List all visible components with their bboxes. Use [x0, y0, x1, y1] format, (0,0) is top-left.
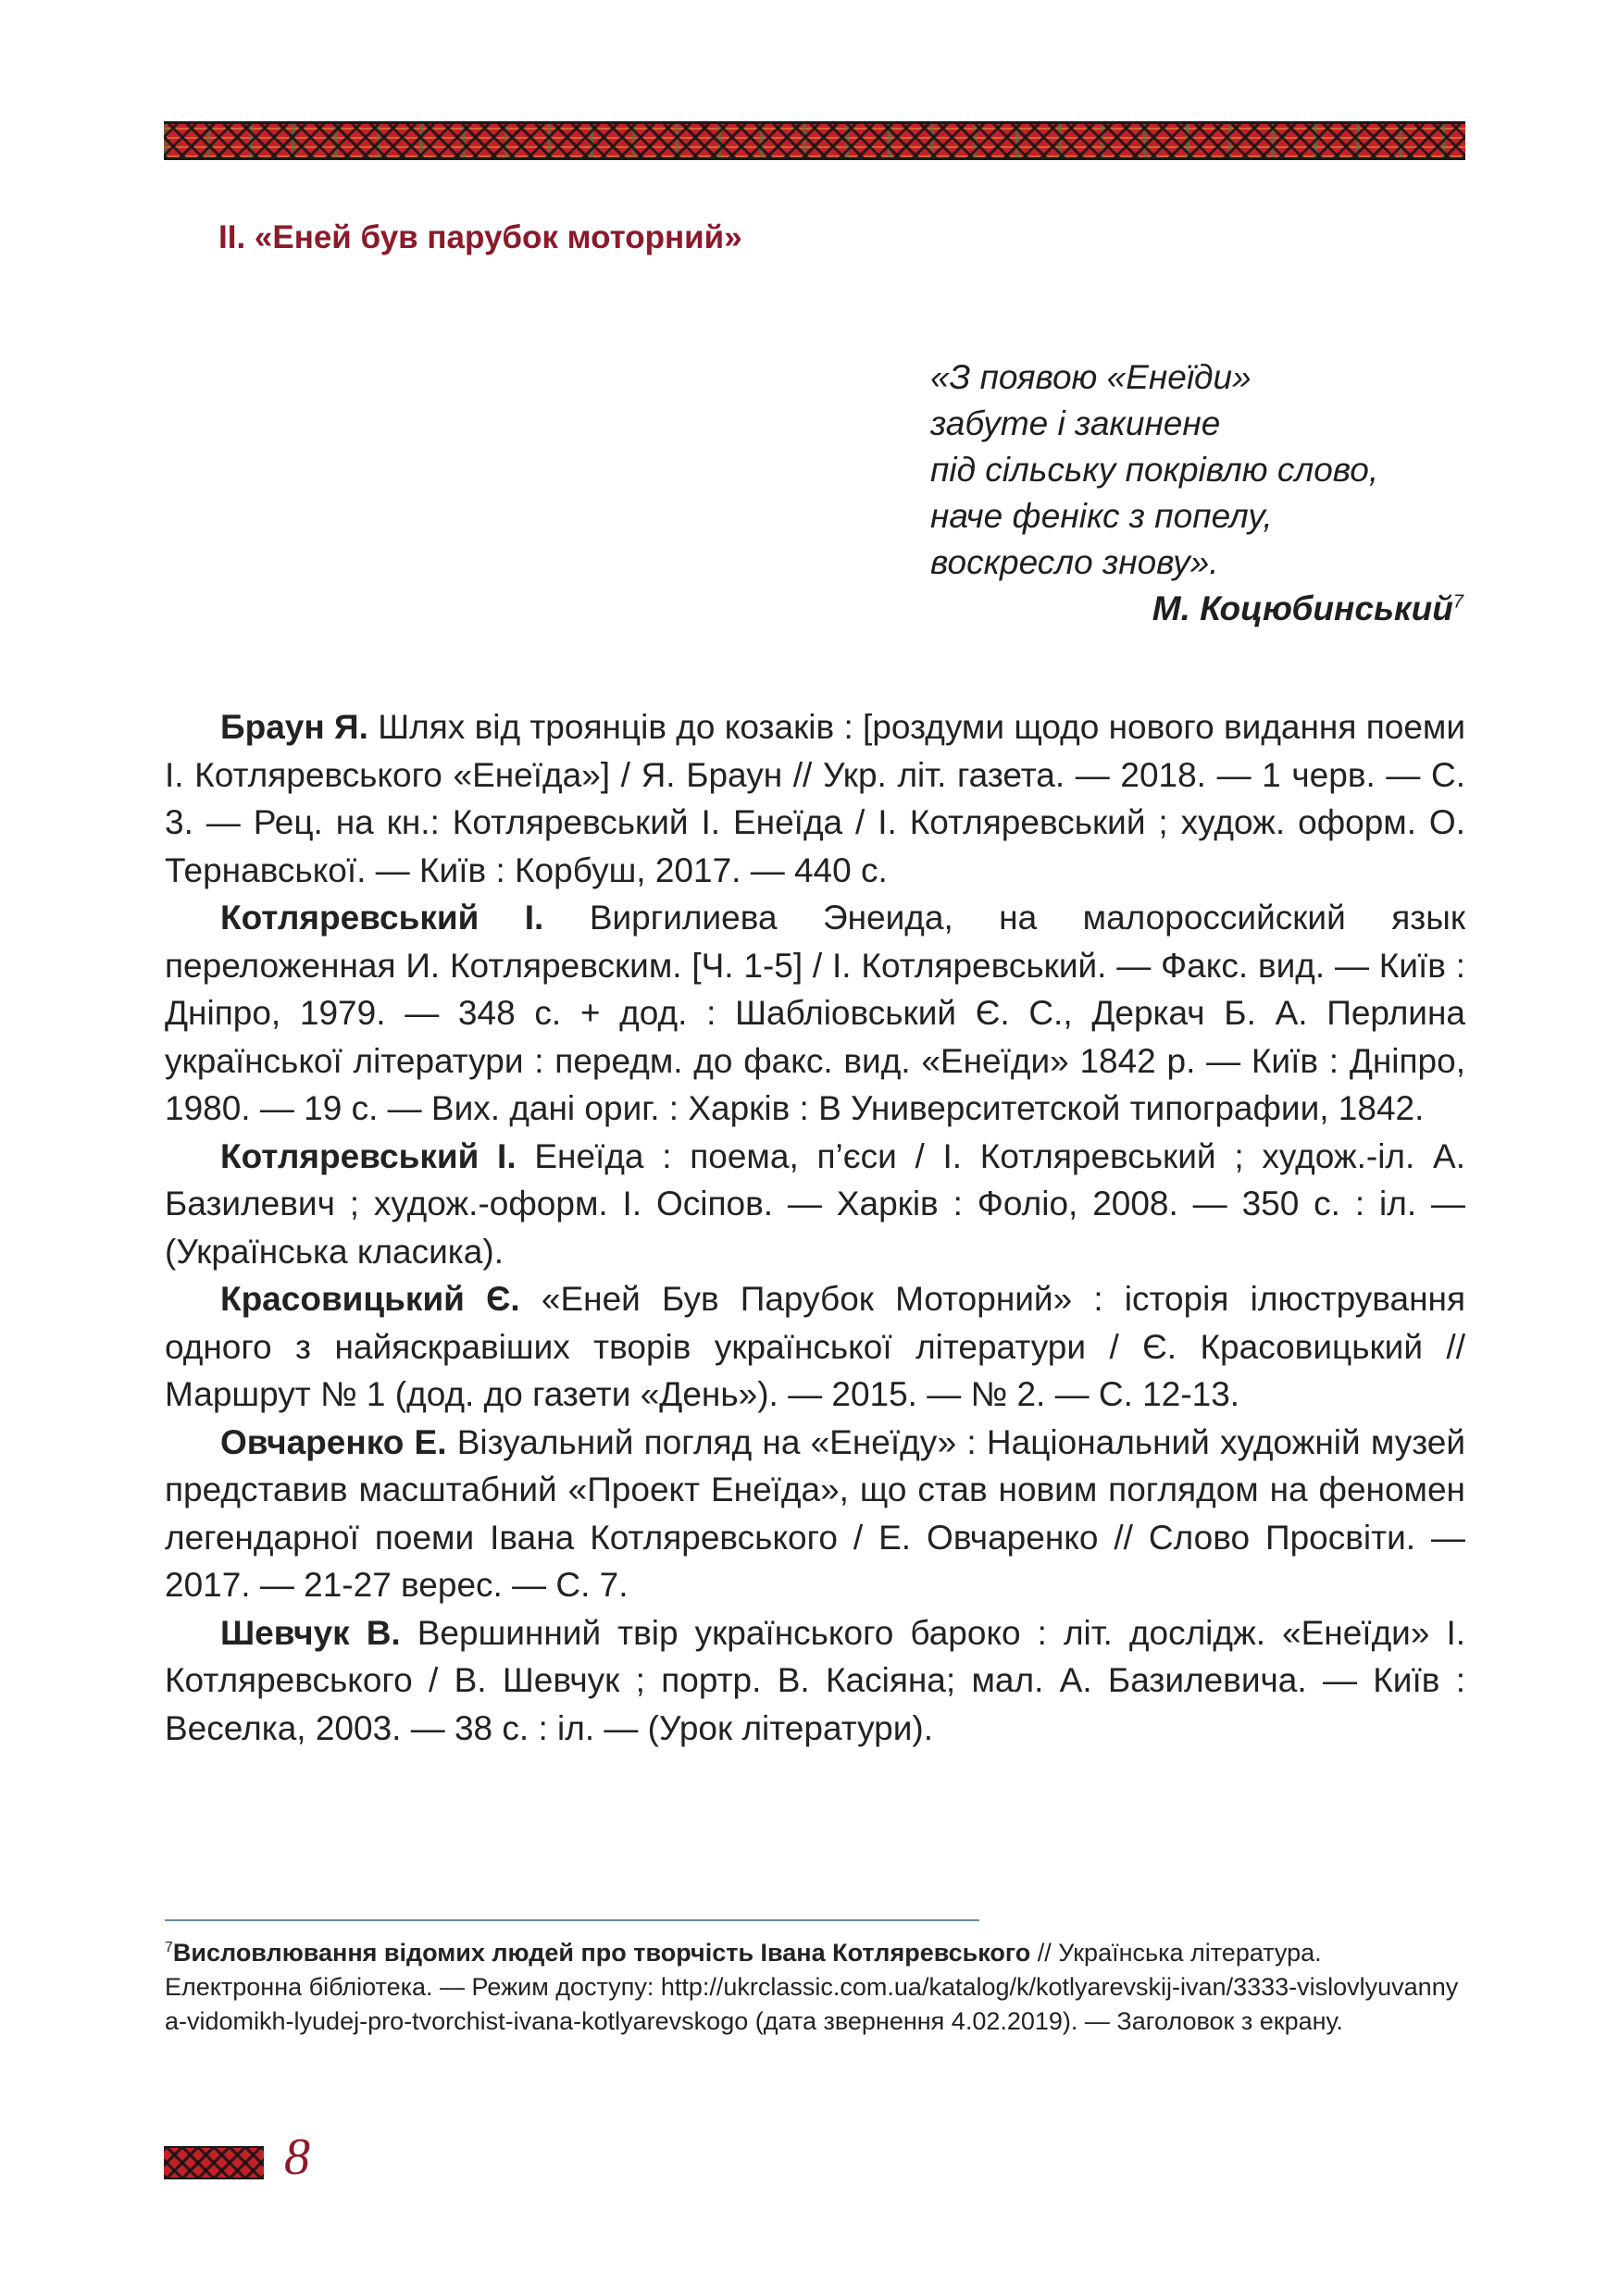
bibliography-entry: [165, 894, 1465, 1133]
bibliography-entry: [165, 1133, 1465, 1276]
footnote-text: // Українська література. Електронна бібліотека. — Режим доступу:: [165, 1939, 1322, 2001]
footnote-url-link[interactable]: http://ukrclassic.com.ua/katalog/k/kotlyarevskij-ivan/3333-vislovlyuvannya-vidomikh-lyudej-pro-tvorchist-ivana-kotlyarevskogo: [165, 1973, 1459, 2035]
entry-text: Візуальний погляд на «Енеїду» : Національний художній музей представив масштабний «Проект Енеїда», що став новим поглядом на феномен легендарної поеми Івана Котляревського / Е. Овчаренко // Слово Просвіти. — 2017. — 21-27 верес. — С. 7.: [165, 1422, 1466, 1604]
epigraph-line: забуте і закинене: [930, 404, 1221, 442]
bibliography-entry: [165, 1275, 1465, 1419]
entry-author: Красовицький Є.: [220, 1280, 520, 1318]
epigraph: [930, 354, 1476, 632]
epigraph-line: під сільську покрівлю слово,: [930, 451, 1379, 489]
page-number: 8: [284, 2128, 310, 2186]
bibliography-entry: [165, 1419, 1465, 1609]
bibliography-list: [165, 703, 1465, 1752]
entry-text: Шлях від троянців до козаків : [роздуми щодо нового видання поеми І. Котляревського «Енеїда»] / Я. Браун // Укр. літ. газета. — 2018. — 1 черв. — С. 3. — Рец. на кн.: Котляревський І. Енеїда / І. Котляревський ; худож. оформ. О. Тернавської. — Київ : Корбуш, 2017. — 440 с.: [165, 708, 1466, 889]
entry-author: Браун Я.: [220, 708, 368, 746]
epigraph-line: воскресло знову».: [930, 543, 1219, 581]
page-number-ornament: [164, 2146, 264, 2179]
bibliography-entry: [165, 1609, 1465, 1753]
bibliography-entry: [165, 703, 1465, 894]
entry-text: Вершинний твір українського бароко : літ. дослідж. «Енеїди» І. Котляревського / В. Шевчук ; портр. В. Касіяна; мал. А. Базилевича. — Київ : Веселка, 2003. — 38 с. : іл. — (Урок літератури).: [165, 1613, 1466, 1747]
epigraph-line: наче фенікс з попелу,: [930, 497, 1273, 535]
entry-author: Овчаренко Е.: [220, 1422, 447, 1461]
footnote-title: Висловлювання відомих людей про творчість Івана Котляревського: [172, 1939, 1031, 1967]
footnote-divider: [165, 1919, 979, 1921]
footnote-ref[interactable]: 7: [1452, 591, 1463, 613]
footnote-number: 7: [165, 1940, 173, 1955]
footnote: [165, 1936, 1465, 2039]
epigraph-line: «З появою «Енеїди»: [930, 358, 1252, 396]
section-title: ІІ. «Еней був парубок моторний»: [218, 219, 742, 255]
epigraph-author: [930, 586, 1463, 632]
entry-author: Котляревський І.: [220, 899, 544, 937]
entry-text: Виргилиева Энеида, на малороссийский язык переложенная И. Котляревским. [Ч. 1-5] / І. Котляревський. — Факс. вид. — Київ : Дніпро, 1979. — 348 с. + дод. : Шабліовський Є. С., Деркач Б. А. Перлина української літератури : передм. до факс. вид. «Енеїди» 1842 р. — Київ : Дніпро, 1980. — 19 с. — Вих. дані ориг. : Харків : В Университетской типографии, 1842.: [165, 899, 1466, 1127]
entry-text: «Еней Був Парубок Моторний» : історія ілюстрування одного з найяскравіших творів української літератури / Є. Красовицький // Маршрут № 1 (дод. до газети «День»). — 2015. — № 2. — С. 12-13.: [165, 1280, 1465, 1413]
footnote-tail: (дата звернення 4.02.2019). — Заголовок з екрану.: [748, 2007, 1343, 2035]
entry-text: Енеїда : поема, п’єси / І. Котляревський ; худож.-іл. А. Базилевич ; худож.-оформ. І. Осіпов. — Харків : Фоліо, 2008. — 350 с. : іл. — (Українська класика).: [165, 1136, 1465, 1271]
epigraph-author-name: М. Коцюбинський: [1152, 590, 1453, 627]
top-ornament-band: [164, 121, 1465, 160]
entry-author: Котляревський І.: [220, 1136, 517, 1175]
entry-author: Шевчук В.: [220, 1613, 401, 1652]
